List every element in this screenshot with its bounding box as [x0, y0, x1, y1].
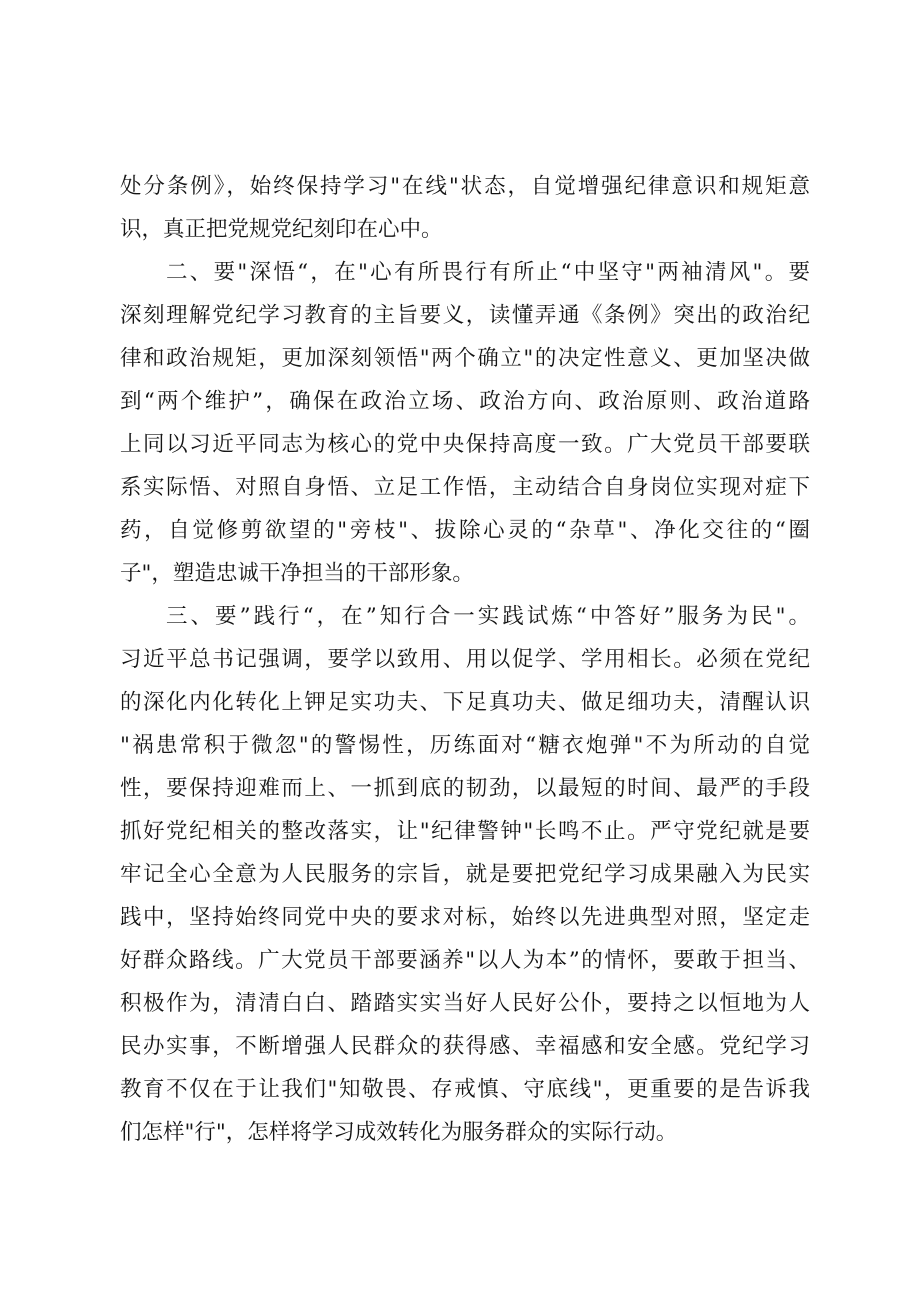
paragraph-3-line-13: 们怎样"行"，怎样将学习成效转化为服务群众的实际行动。 [120, 1120, 678, 1145]
paragraph-3-line-12: 教育不仅在于让我们"知敬畏、存戒慎、守底线"，更重要的是告诉我 [120, 1077, 810, 1102]
paragraph-3-line-9: 好群众路线。广大党员干部要涵养"以人为本”的情怀，要敢于担当、 [120, 948, 810, 973]
paragraph-2-line-4: 到“两个维护”，确保在政治立场、政治方向、政治原则、政治道路 [120, 389, 810, 414]
paragraph-2-line-3: 律和政治规矩，更加深刻领悟"两个确立"的决定性意义、更加坚决做 [120, 346, 810, 371]
paragraph-2-line-1: 二、要"深悟“，在"心有所畏行有所止“中坚守"两袖清风"。要 [166, 260, 810, 285]
paragraph-2-line-2: 深刻理解党纪学习教育的主旨要义，读懂弄通《条例》突出的政治纪 [120, 303, 810, 328]
paragraph-3-line-8: 践中，坚持始终同党中央的要求对标，始终以先进典型对照，坚定走 [120, 905, 810, 930]
paragraph-3-line-7: 牢记全心全意为人民服务的宗旨，就是要把党纪学习成果融入为民实 [120, 862, 810, 887]
paragraph-3-line-10: 积极作为，清清白白、踏踏实实当好人民好公仆，要持之以恒地为人 [120, 991, 810, 1016]
paragraph-2-line-7: 药，自觉修剪欲望的"旁枝"、拔除心灵的“杂草"、净化交往的“圈 [120, 518, 810, 543]
paragraph-3-line-2: 习近平总书记强调，要学以致用、用以促学、学用相长。必须在党纪 [120, 647, 810, 672]
paragraph-3-line-1: 三、要”践行“，在”知行合一实践试炼“中答好”服务为民"。 [166, 604, 810, 629]
paragraph-3-line-5: 性，要保持迎难而上、一抓到底的韧劲，以最短的时间、最严的手段 [120, 776, 810, 801]
paragraph-3-line-4: "祸患常积于微忽"的警惕性，历练面对“糖衣炮弹"不为所动的自觉 [120, 733, 810, 758]
paragraph-2-line-6: 系实际悟、对照自身悟、立足工作悟，主动结合自身岗位实现对症下 [120, 475, 810, 500]
paragraph-2-line-5: 上同以习近平同志为核心的党中央保持高度一致。广大党员干部要联 [120, 432, 810, 457]
paragraph-3-line-11: 民办实事，不断增强人民群众的获得感、幸福感和安全感。党纪学习 [120, 1034, 810, 1059]
paragraph-2-line-8: 子"，塑造忠诚干净担当的干部形象。 [120, 561, 474, 586]
paragraph-3-line-6: 抓好党纪相关的整改落实，让"纪律警钟"长鸣不止。严守党纪就是要 [120, 819, 810, 844]
paragraph-1-line-2: 识，真正把党规党纪刻印在心中。 [120, 217, 443, 242]
paragraph-1-line-1: 处分条例》，始终保持学习"在线"状态，自觉增强纪律意识和规矩意 [120, 174, 810, 199]
paragraph-3-line-3: 的深化内化转化上钾足实功夫、下足真功夫、做足细功夫，清醒认识 [120, 690, 810, 715]
